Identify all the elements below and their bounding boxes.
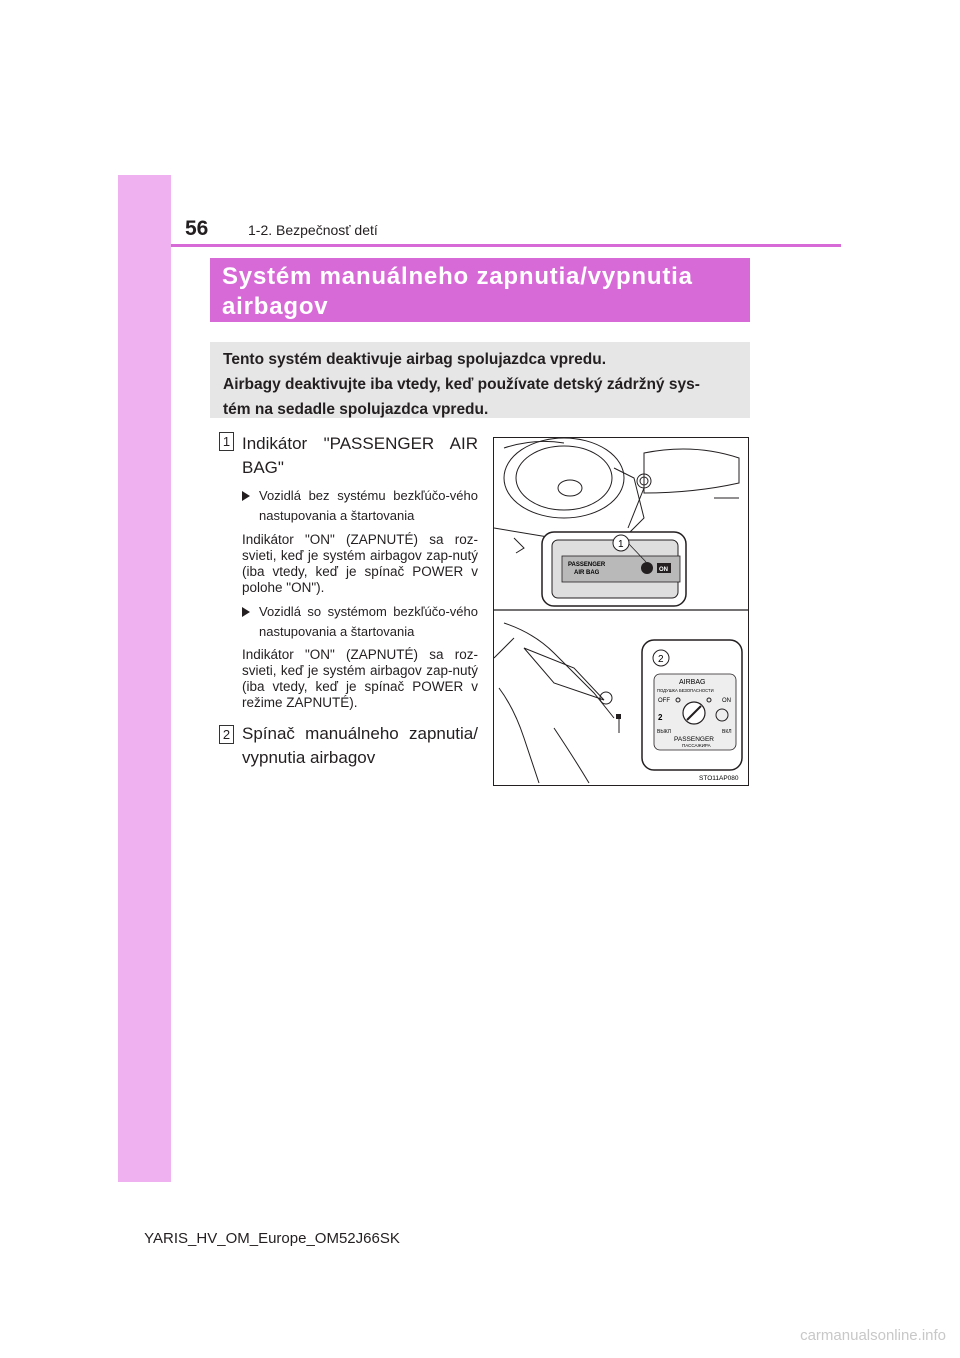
footer <box>0 1230 960 1247</box>
item-2-number: 2 <box>219 725 234 744</box>
page-number: 56 <box>185 217 209 240</box>
bullet-1-text: Vozidlá bez systému bezkľúčo-vého nastupovania a štartovania <box>259 488 478 523</box>
airbag-indicator-icon <box>641 562 653 574</box>
switch-off-ru-label: ВЫКЛ <box>657 729 671 735</box>
item-1-number: 1 <box>219 432 234 451</box>
figure-callout-2: 2 <box>658 654 664 665</box>
switch-on-ru-label: ВКЛ <box>722 729 732 735</box>
bullet-triangle-icon <box>242 491 250 501</box>
switch-on-label: ON <box>722 698 731 704</box>
switch-passenger-label: PASSENGER <box>674 736 714 743</box>
indicator-label-line-2: AIR BAG <box>574 570 600 576</box>
switch-airbag-label: AIRBAG <box>679 679 706 686</box>
switch-num: 2 <box>658 713 663 722</box>
bullet-2-text: Vozidlá so systémom bezkľúčo-vého nastupovania a štartovania <box>259 604 478 639</box>
item-1-bullet-2 <box>242 602 478 642</box>
intro-line-1: Tento systém deaktivuje airbag spolujazdca vpredu. <box>223 351 607 368</box>
dashboard-illustration <box>494 438 749 786</box>
title-line-2: airbagov <box>222 293 329 320</box>
intro-box <box>210 342 750 418</box>
item-1-title <box>242 432 478 480</box>
airbag-figure <box>493 437 749 786</box>
figure-callout-1: 1 <box>618 539 624 550</box>
item-2-title-line-2: vypnutia airbagov <box>242 748 376 767</box>
header-rule <box>171 244 841 247</box>
switch-passenger-ru-label: ПАССАЖИРА <box>682 743 711 748</box>
figure-code: STO11AP080 <box>699 775 739 782</box>
switch-airbag-ru-label: ПОДУШКА БЕЗОПАСНОСТИ <box>657 688 714 693</box>
item-1-title-line-2: BAG" <box>242 458 284 477</box>
title-line-1: Systém manuálneho zapnutia/vypnutia <box>222 263 693 290</box>
intro-line-2: Airbagy deaktivujte iba vtedy, keď používate detský zádržný sys- <box>223 376 700 393</box>
watermark: carmanualsonline.info <box>800 1327 946 1344</box>
side-color-band <box>118 175 171 1182</box>
bullet-triangle-icon <box>242 607 250 617</box>
page-title <box>210 258 750 322</box>
item-1-description-2: Indikátor "ON" (ZAPNUTÉ) sa roz-svieti, keď je systém airbagov zap-nutý (iba vtedy, keď je spínač POWER v režime ZAPNUTÉ). <box>242 647 478 710</box>
steering-wheel-outline <box>504 438 624 518</box>
glovebox-outline <box>504 623 614 718</box>
item-2-title <box>242 722 478 770</box>
section-title: 1-2. Bezpečnosť detí <box>248 222 378 238</box>
intro-line-3: tém na sedadle spolujazdca vpredu. <box>223 401 489 418</box>
indicator-label-line-1: PASSENGER <box>568 562 606 568</box>
item-2-title-line-1: Spínač manuálneho zapnutia/ <box>242 724 478 743</box>
footer-text: YARIS_HV_OM_Europe_OM52J66SK <box>144 1230 400 1247</box>
item-1-description-1: Indikátor "ON" (ZAPNUTÉ) sa roz-svieti, keď je systém airbagov zap-nutý (iba vtedy, keď je spínač POWER v polohe "ON"). <box>242 532 478 595</box>
item-1-bullet-1 <box>242 486 478 526</box>
switch-off-label: OFF <box>658 698 670 704</box>
item-1-title-line-1: Indikátor "PASSENGER AIR <box>242 434 478 453</box>
indicator-on-label: ON <box>659 567 668 573</box>
